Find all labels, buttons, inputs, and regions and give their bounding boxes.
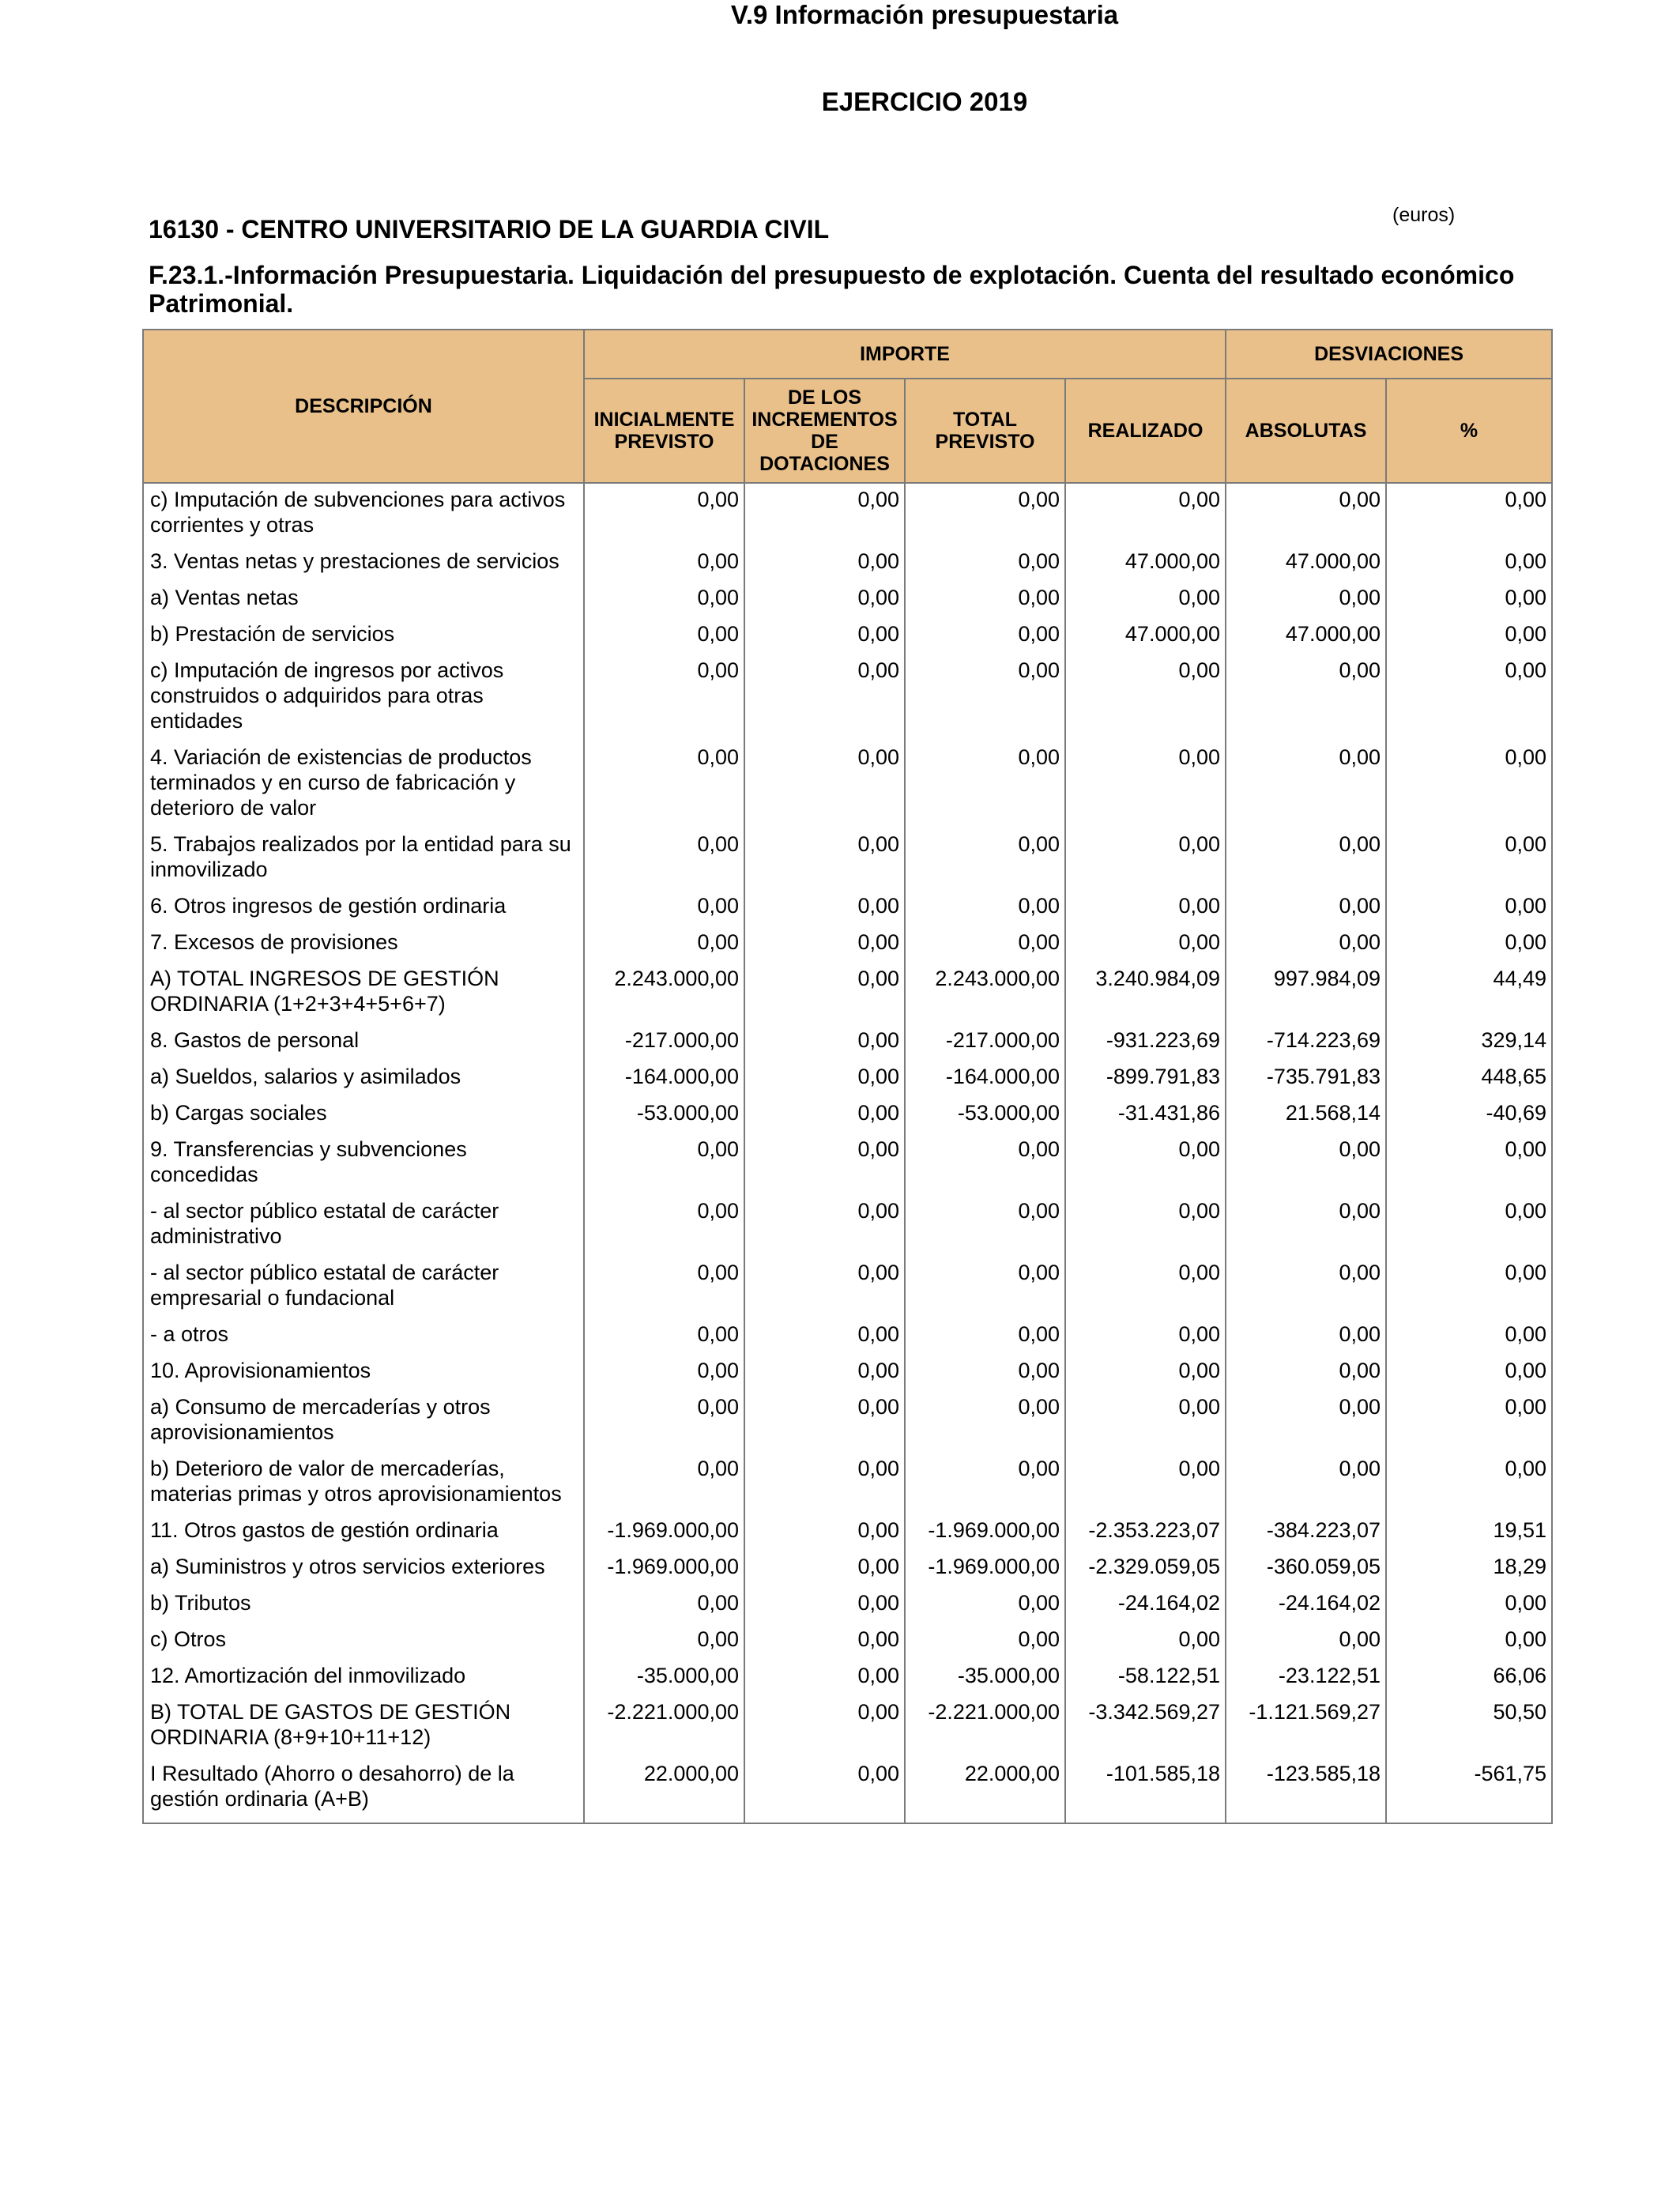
row-description: a) Consumo de mercaderías y otros aprovisionamientos — [143, 1391, 584, 1453]
cell-porcentaje: 0,00 — [1386, 582, 1552, 618]
cell-realizado: 0,00 — [1065, 1623, 1226, 1660]
cell-total-previsto: 0,00 — [905, 1623, 1065, 1660]
table-row — [143, 1133, 1552, 1195]
row-description: b) Cargas sociales — [143, 1097, 584, 1133]
cell-incrementos-dotaciones: 0,00 — [744, 1551, 905, 1587]
cell-inicialmente-previsto: 0,00 — [584, 1391, 744, 1453]
cell-total-previsto: -35.000,00 — [905, 1660, 1065, 1696]
row-description: a) Suministros y otros servicios exteriores — [143, 1551, 584, 1587]
cell-absolutas: 0,00 — [1226, 741, 1386, 828]
row-description: 4. Variación de existencias de productos terminados y en curso de fabricación y deterioro de valor — [143, 741, 584, 828]
cell-total-previsto: 0,00 — [905, 654, 1065, 741]
cell-porcentaje: 0,00 — [1386, 1257, 1552, 1318]
cell-porcentaje: 0,00 — [1386, 545, 1552, 582]
cell-porcentaje: 0,00 — [1386, 1133, 1552, 1195]
table-row — [143, 1587, 1552, 1623]
cell-realizado: 0,00 — [1065, 1453, 1226, 1514]
cell-porcentaje: 0,00 — [1386, 654, 1552, 741]
table-row — [143, 1758, 1552, 1823]
cell-realizado: 0,00 — [1065, 483, 1226, 545]
row-description: A) TOTAL INGRESOS DE GESTIÓN ORDINARIA (1+2+3+4+5+6+7) — [143, 963, 584, 1024]
cell-inicialmente-previsto: 22.000,00 — [584, 1758, 744, 1823]
cell-realizado: -3.342.569,27 — [1065, 1696, 1226, 1758]
cell-inicialmente-previsto: 0,00 — [584, 1623, 744, 1660]
cell-incrementos-dotaciones: 0,00 — [744, 582, 905, 618]
table-row — [143, 963, 1552, 1024]
table-row — [143, 1551, 1552, 1587]
cell-total-previsto: 0,00 — [905, 483, 1065, 545]
cell-absolutas: 0,00 — [1226, 582, 1386, 618]
column-header-absolutas: ABSOLUTAS — [1226, 379, 1386, 483]
cell-total-previsto: 0,00 — [905, 1587, 1065, 1623]
row-description: - a otros — [143, 1318, 584, 1355]
cell-inicialmente-previsto: 0,00 — [584, 654, 744, 741]
table-row — [143, 1024, 1552, 1061]
cell-inicialmente-previsto: 0,00 — [584, 1355, 744, 1391]
cell-inicialmente-previsto: -35.000,00 — [584, 1660, 744, 1696]
cell-porcentaje: 44,49 — [1386, 963, 1552, 1024]
cell-incrementos-dotaciones: 0,00 — [744, 926, 905, 963]
cell-incrementos-dotaciones: 0,00 — [744, 1660, 905, 1696]
cell-incrementos-dotaciones: 0,00 — [744, 1133, 905, 1195]
row-description: c) Otros — [143, 1623, 584, 1660]
cell-realizado: -2.353.223,07 — [1065, 1514, 1226, 1551]
cell-realizado: -2.329.059,05 — [1065, 1551, 1226, 1587]
cell-incrementos-dotaciones: 0,00 — [744, 1024, 905, 1061]
table-row — [143, 1318, 1552, 1355]
cell-realizado: -58.122,51 — [1065, 1660, 1226, 1696]
cell-porcentaje: 0,00 — [1386, 828, 1552, 890]
cell-realizado: 0,00 — [1065, 1355, 1226, 1391]
cell-realizado: 0,00 — [1065, 1391, 1226, 1453]
cell-porcentaje: 0,00 — [1386, 618, 1552, 654]
cell-porcentaje: 329,14 — [1386, 1024, 1552, 1061]
row-description: - al sector público estatal de carácter administrativo — [143, 1195, 584, 1257]
cell-total-previsto: 0,00 — [905, 1318, 1065, 1355]
cell-porcentaje: 0,00 — [1386, 1195, 1552, 1257]
cell-realizado: -24.164,02 — [1065, 1587, 1226, 1623]
cell-realizado: 0,00 — [1065, 654, 1226, 741]
group-header-desviaciones: DESVIACIONES — [1226, 330, 1552, 379]
table-row — [143, 1514, 1552, 1551]
cell-absolutas: 0,00 — [1226, 1257, 1386, 1318]
cell-realizado: 0,00 — [1065, 1133, 1226, 1195]
table-row — [143, 1391, 1552, 1453]
column-header-total-previsto: TOTAL PREVISTO — [905, 379, 1065, 483]
row-description: 11. Otros gastos de gestión ordinaria — [143, 1514, 584, 1551]
cell-porcentaje: 0,00 — [1386, 1391, 1552, 1453]
cell-inicialmente-previsto: 0,00 — [584, 1453, 744, 1514]
cell-total-previsto: -53.000,00 — [905, 1097, 1065, 1133]
cell-inicialmente-previsto: -53.000,00 — [584, 1097, 744, 1133]
table-row — [143, 483, 1552, 545]
cell-porcentaje: -561,75 — [1386, 1758, 1552, 1823]
cell-inicialmente-previsto: -217.000,00 — [584, 1024, 744, 1061]
cell-total-previsto: -1.969.000,00 — [905, 1551, 1065, 1587]
column-header-inicialmente-previsto: INICIALMENTE PREVISTO — [584, 379, 744, 483]
cell-incrementos-dotaciones: 0,00 — [744, 1061, 905, 1097]
row-description: 7. Excesos de provisiones — [143, 926, 584, 963]
table-row — [143, 1355, 1552, 1391]
cell-incrementos-dotaciones: 0,00 — [744, 741, 905, 828]
row-description: b) Tributos — [143, 1587, 584, 1623]
cell-realizado: -31.431,86 — [1065, 1097, 1226, 1133]
cell-inicialmente-previsto: 0,00 — [584, 1587, 744, 1623]
cell-realizado: 0,00 — [1065, 582, 1226, 618]
cell-porcentaje: 0,00 — [1386, 1453, 1552, 1514]
cell-absolutas: 0,00 — [1226, 890, 1386, 926]
table-row — [143, 1195, 1552, 1257]
table-row — [143, 545, 1552, 582]
cell-absolutas: 0,00 — [1226, 483, 1386, 545]
row-description: c) Imputación de subvenciones para activos corrientes y otras — [143, 483, 584, 545]
cell-incrementos-dotaciones: 0,00 — [744, 483, 905, 545]
row-description: B) TOTAL DE GASTOS DE GESTIÓN ORDINARIA (8+9+10+11+12) — [143, 1696, 584, 1758]
cell-incrementos-dotaciones: 0,00 — [744, 1623, 905, 1660]
cell-incrementos-dotaciones: 0,00 — [744, 1355, 905, 1391]
cell-absolutas: -735.791,83 — [1226, 1061, 1386, 1097]
cell-inicialmente-previsto: 0,00 — [584, 483, 744, 545]
cell-realizado: 47.000,00 — [1065, 545, 1226, 582]
cell-inicialmente-previsto: 0,00 — [584, 890, 744, 926]
exercise-title: EJERCICIO 2019 — [821, 87, 1028, 116]
cell-absolutas: 0,00 — [1226, 1623, 1386, 1660]
cell-porcentaje: 19,51 — [1386, 1514, 1552, 1551]
cell-total-previsto: 2.243.000,00 — [905, 963, 1065, 1024]
cell-incrementos-dotaciones: 0,00 — [744, 545, 905, 582]
cell-absolutas: -384.223,07 — [1226, 1514, 1386, 1551]
cell-incrementos-dotaciones: 0,00 — [744, 890, 905, 926]
row-description: 8. Gastos de personal — [143, 1024, 584, 1061]
organization-title: 16130 - CENTRO UNIVERSITARIO DE LA GUARDIA CIVIL — [149, 215, 830, 243]
cell-absolutas: -360.059,05 — [1226, 1551, 1386, 1587]
cell-total-previsto: 0,00 — [905, 1133, 1065, 1195]
budget-table — [142, 329, 1553, 1824]
cell-incrementos-dotaciones: 0,00 — [744, 1587, 905, 1623]
cell-realizado: -101.585,18 — [1065, 1758, 1226, 1823]
cell-realizado: 0,00 — [1065, 926, 1226, 963]
cell-incrementos-dotaciones: 0,00 — [744, 654, 905, 741]
cell-absolutas: -714.223,69 — [1226, 1024, 1386, 1061]
cell-porcentaje: 66,06 — [1386, 1660, 1552, 1696]
section-title: V.9 Información presupuestaria — [730, 0, 1119, 29]
cell-inicialmente-previsto: 0,00 — [584, 1318, 744, 1355]
cell-porcentaje: 0,00 — [1386, 1587, 1552, 1623]
cell-absolutas: 0,00 — [1226, 1318, 1386, 1355]
cell-total-previsto: 0,00 — [905, 741, 1065, 828]
cell-realizado: 0,00 — [1065, 828, 1226, 890]
report-title: F.23.1.-Información Presupuestaria. Liquidación del presupuesto de explotación. Cuenta del resultado económico Patrimonial. — [149, 261, 1515, 318]
cell-total-previsto: 0,00 — [905, 926, 1065, 963]
table-row — [143, 654, 1552, 741]
cell-absolutas: 47.000,00 — [1226, 545, 1386, 582]
cell-porcentaje: 448,65 — [1386, 1061, 1552, 1097]
cell-incrementos-dotaciones: 0,00 — [744, 1514, 905, 1551]
cell-total-previsto: -1.969.000,00 — [905, 1514, 1065, 1551]
row-description: c) Imputación de ingresos por activos construidos o adquiridos para otras entidades — [143, 654, 584, 741]
cell-incrementos-dotaciones: 0,00 — [744, 618, 905, 654]
cell-realizado: 47.000,00 — [1065, 618, 1226, 654]
cell-porcentaje: -40,69 — [1386, 1097, 1552, 1133]
table-body — [143, 483, 1552, 1823]
cell-porcentaje: 18,29 — [1386, 1551, 1552, 1587]
cell-absolutas: 0,00 — [1226, 1355, 1386, 1391]
cell-absolutas: -23.122,51 — [1226, 1660, 1386, 1696]
cell-absolutas: 0,00 — [1226, 828, 1386, 890]
cell-inicialmente-previsto: 0,00 — [584, 741, 744, 828]
row-description: a) Sueldos, salarios y asimilados — [143, 1061, 584, 1097]
table-row — [143, 1453, 1552, 1514]
cell-total-previsto: -2.221.000,00 — [905, 1696, 1065, 1758]
row-description: - al sector público estatal de carácter empresarial o fundacional — [143, 1257, 584, 1318]
table-row — [143, 1696, 1552, 1758]
cell-absolutas: 47.000,00 — [1226, 618, 1386, 654]
column-header-porcentaje: % — [1386, 379, 1552, 483]
cell-porcentaje: 0,00 — [1386, 890, 1552, 926]
cell-absolutas: 0,00 — [1226, 926, 1386, 963]
cell-absolutas: 0,00 — [1226, 1391, 1386, 1453]
cell-absolutas: -24.164,02 — [1226, 1587, 1386, 1623]
cell-incrementos-dotaciones: 0,00 — [744, 963, 905, 1024]
cell-realizado: 0,00 — [1065, 741, 1226, 828]
table-row — [143, 1623, 1552, 1660]
table-row — [143, 741, 1552, 828]
row-description: 6. Otros ingresos de gestión ordinaria — [143, 890, 584, 926]
row-description: 10. Aprovisionamientos — [143, 1355, 584, 1391]
cell-realizado: -931.223,69 — [1065, 1024, 1226, 1061]
row-description: a) Ventas netas — [143, 582, 584, 618]
cell-incrementos-dotaciones: 0,00 — [744, 1391, 905, 1453]
table-row — [143, 926, 1552, 963]
cell-inicialmente-previsto: 2.243.000,00 — [584, 963, 744, 1024]
cell-absolutas: 0,00 — [1226, 1195, 1386, 1257]
cell-incrementos-dotaciones: 0,00 — [744, 1696, 905, 1758]
cell-inicialmente-previsto: -164.000,00 — [584, 1061, 744, 1097]
cell-total-previsto: -164.000,00 — [905, 1061, 1065, 1097]
row-description: b) Prestación de servicios — [143, 618, 584, 654]
table-row — [143, 828, 1552, 890]
cell-absolutas: -1.121.569,27 — [1226, 1696, 1386, 1758]
row-description: 12. Amortización del inmovilizado — [143, 1660, 584, 1696]
row-description: 9. Transferencias y subvenciones concedidas — [143, 1133, 584, 1195]
table-row — [143, 1257, 1552, 1318]
cell-total-previsto: 0,00 — [905, 1453, 1065, 1514]
cell-inicialmente-previsto: 0,00 — [584, 618, 744, 654]
table-row — [143, 890, 1552, 926]
cell-porcentaje: 0,00 — [1386, 483, 1552, 545]
cell-porcentaje: 0,00 — [1386, 741, 1552, 828]
cell-realizado: 3.240.984,09 — [1065, 963, 1226, 1024]
cell-total-previsto: 0,00 — [905, 1257, 1065, 1318]
table-row — [143, 1061, 1552, 1097]
row-description: b) Deterioro de valor de mercaderías, materias primas y otros aprovisionamientos — [143, 1453, 584, 1514]
cell-incrementos-dotaciones: 0,00 — [744, 1453, 905, 1514]
cell-inicialmente-previsto: 0,00 — [584, 926, 744, 963]
column-header-realizado: REALIZADO — [1065, 379, 1226, 483]
group-header-importe: IMPORTE — [584, 330, 1226, 379]
cell-inicialmente-previsto: 0,00 — [584, 1195, 744, 1257]
cell-porcentaje: 50,50 — [1386, 1696, 1552, 1758]
cell-absolutas: 997.984,09 — [1226, 963, 1386, 1024]
cell-absolutas: 0,00 — [1226, 1133, 1386, 1195]
cell-inicialmente-previsto: 0,00 — [584, 1257, 744, 1318]
cell-total-previsto: 0,00 — [905, 828, 1065, 890]
cell-absolutas: 21.568,14 — [1226, 1097, 1386, 1133]
cell-total-previsto: 0,00 — [905, 1391, 1065, 1453]
row-description: 5. Trabajos realizados por la entidad para su inmovilizado — [143, 828, 584, 890]
column-header-descripcion: DESCRIPCIÓN — [143, 330, 584, 483]
cell-total-previsto: 22.000,00 — [905, 1758, 1065, 1823]
cell-total-previsto: 0,00 — [905, 1195, 1065, 1257]
cell-incrementos-dotaciones: 0,00 — [744, 1195, 905, 1257]
cell-incrementos-dotaciones: 0,00 — [744, 1257, 905, 1318]
cell-inicialmente-previsto: 0,00 — [584, 1133, 744, 1195]
cell-incrementos-dotaciones: 0,00 — [744, 1097, 905, 1133]
cell-total-previsto: 0,00 — [905, 890, 1065, 926]
cell-absolutas: 0,00 — [1226, 1453, 1386, 1514]
cell-porcentaje: 0,00 — [1386, 1355, 1552, 1391]
cell-total-previsto: -217.000,00 — [905, 1024, 1065, 1061]
cell-inicialmente-previsto: 0,00 — [584, 545, 744, 582]
cell-absolutas: 0,00 — [1226, 654, 1386, 741]
table-row — [143, 1097, 1552, 1133]
cell-realizado: 0,00 — [1065, 1318, 1226, 1355]
cell-realizado: 0,00 — [1065, 1257, 1226, 1318]
cell-incrementos-dotaciones: 0,00 — [744, 1318, 905, 1355]
cell-realizado: -899.791,83 — [1065, 1061, 1226, 1097]
table-row — [143, 1660, 1552, 1696]
cell-absolutas: -123.585,18 — [1226, 1758, 1386, 1823]
table-row — [143, 582, 1552, 618]
cell-total-previsto: 0,00 — [905, 1355, 1065, 1391]
table-row — [143, 618, 1552, 654]
cell-inicialmente-previsto: -1.969.000,00 — [584, 1514, 744, 1551]
cell-realizado: 0,00 — [1065, 890, 1226, 926]
cell-porcentaje: 0,00 — [1386, 1623, 1552, 1660]
column-header-incrementos-dotaciones: DE LOS INCREMENTOS DE DOTACIONES — [744, 379, 905, 483]
row-description: 3. Ventas netas y prestaciones de servicios — [143, 545, 584, 582]
cell-inicialmente-previsto: 0,00 — [584, 828, 744, 890]
cell-porcentaje: 0,00 — [1386, 1318, 1552, 1355]
cell-inicialmente-previsto: -1.969.000,00 — [584, 1551, 744, 1587]
cell-realizado: 0,00 — [1065, 1195, 1226, 1257]
cell-total-previsto: 0,00 — [905, 545, 1065, 582]
cell-inicialmente-previsto: 0,00 — [584, 582, 744, 618]
cell-total-previsto: 0,00 — [905, 618, 1065, 654]
cell-porcentaje: 0,00 — [1386, 926, 1552, 963]
cell-inicialmente-previsto: -2.221.000,00 — [584, 1696, 744, 1758]
units-label: (euros) — [1392, 204, 1456, 226]
cell-incrementos-dotaciones: 0,00 — [744, 828, 905, 890]
row-description: I Resultado (Ahorro o desahorro) de la gestión ordinaria (A+B) — [143, 1758, 584, 1823]
cell-incrementos-dotaciones: 0,00 — [744, 1758, 905, 1823]
cell-total-previsto: 0,00 — [905, 582, 1065, 618]
